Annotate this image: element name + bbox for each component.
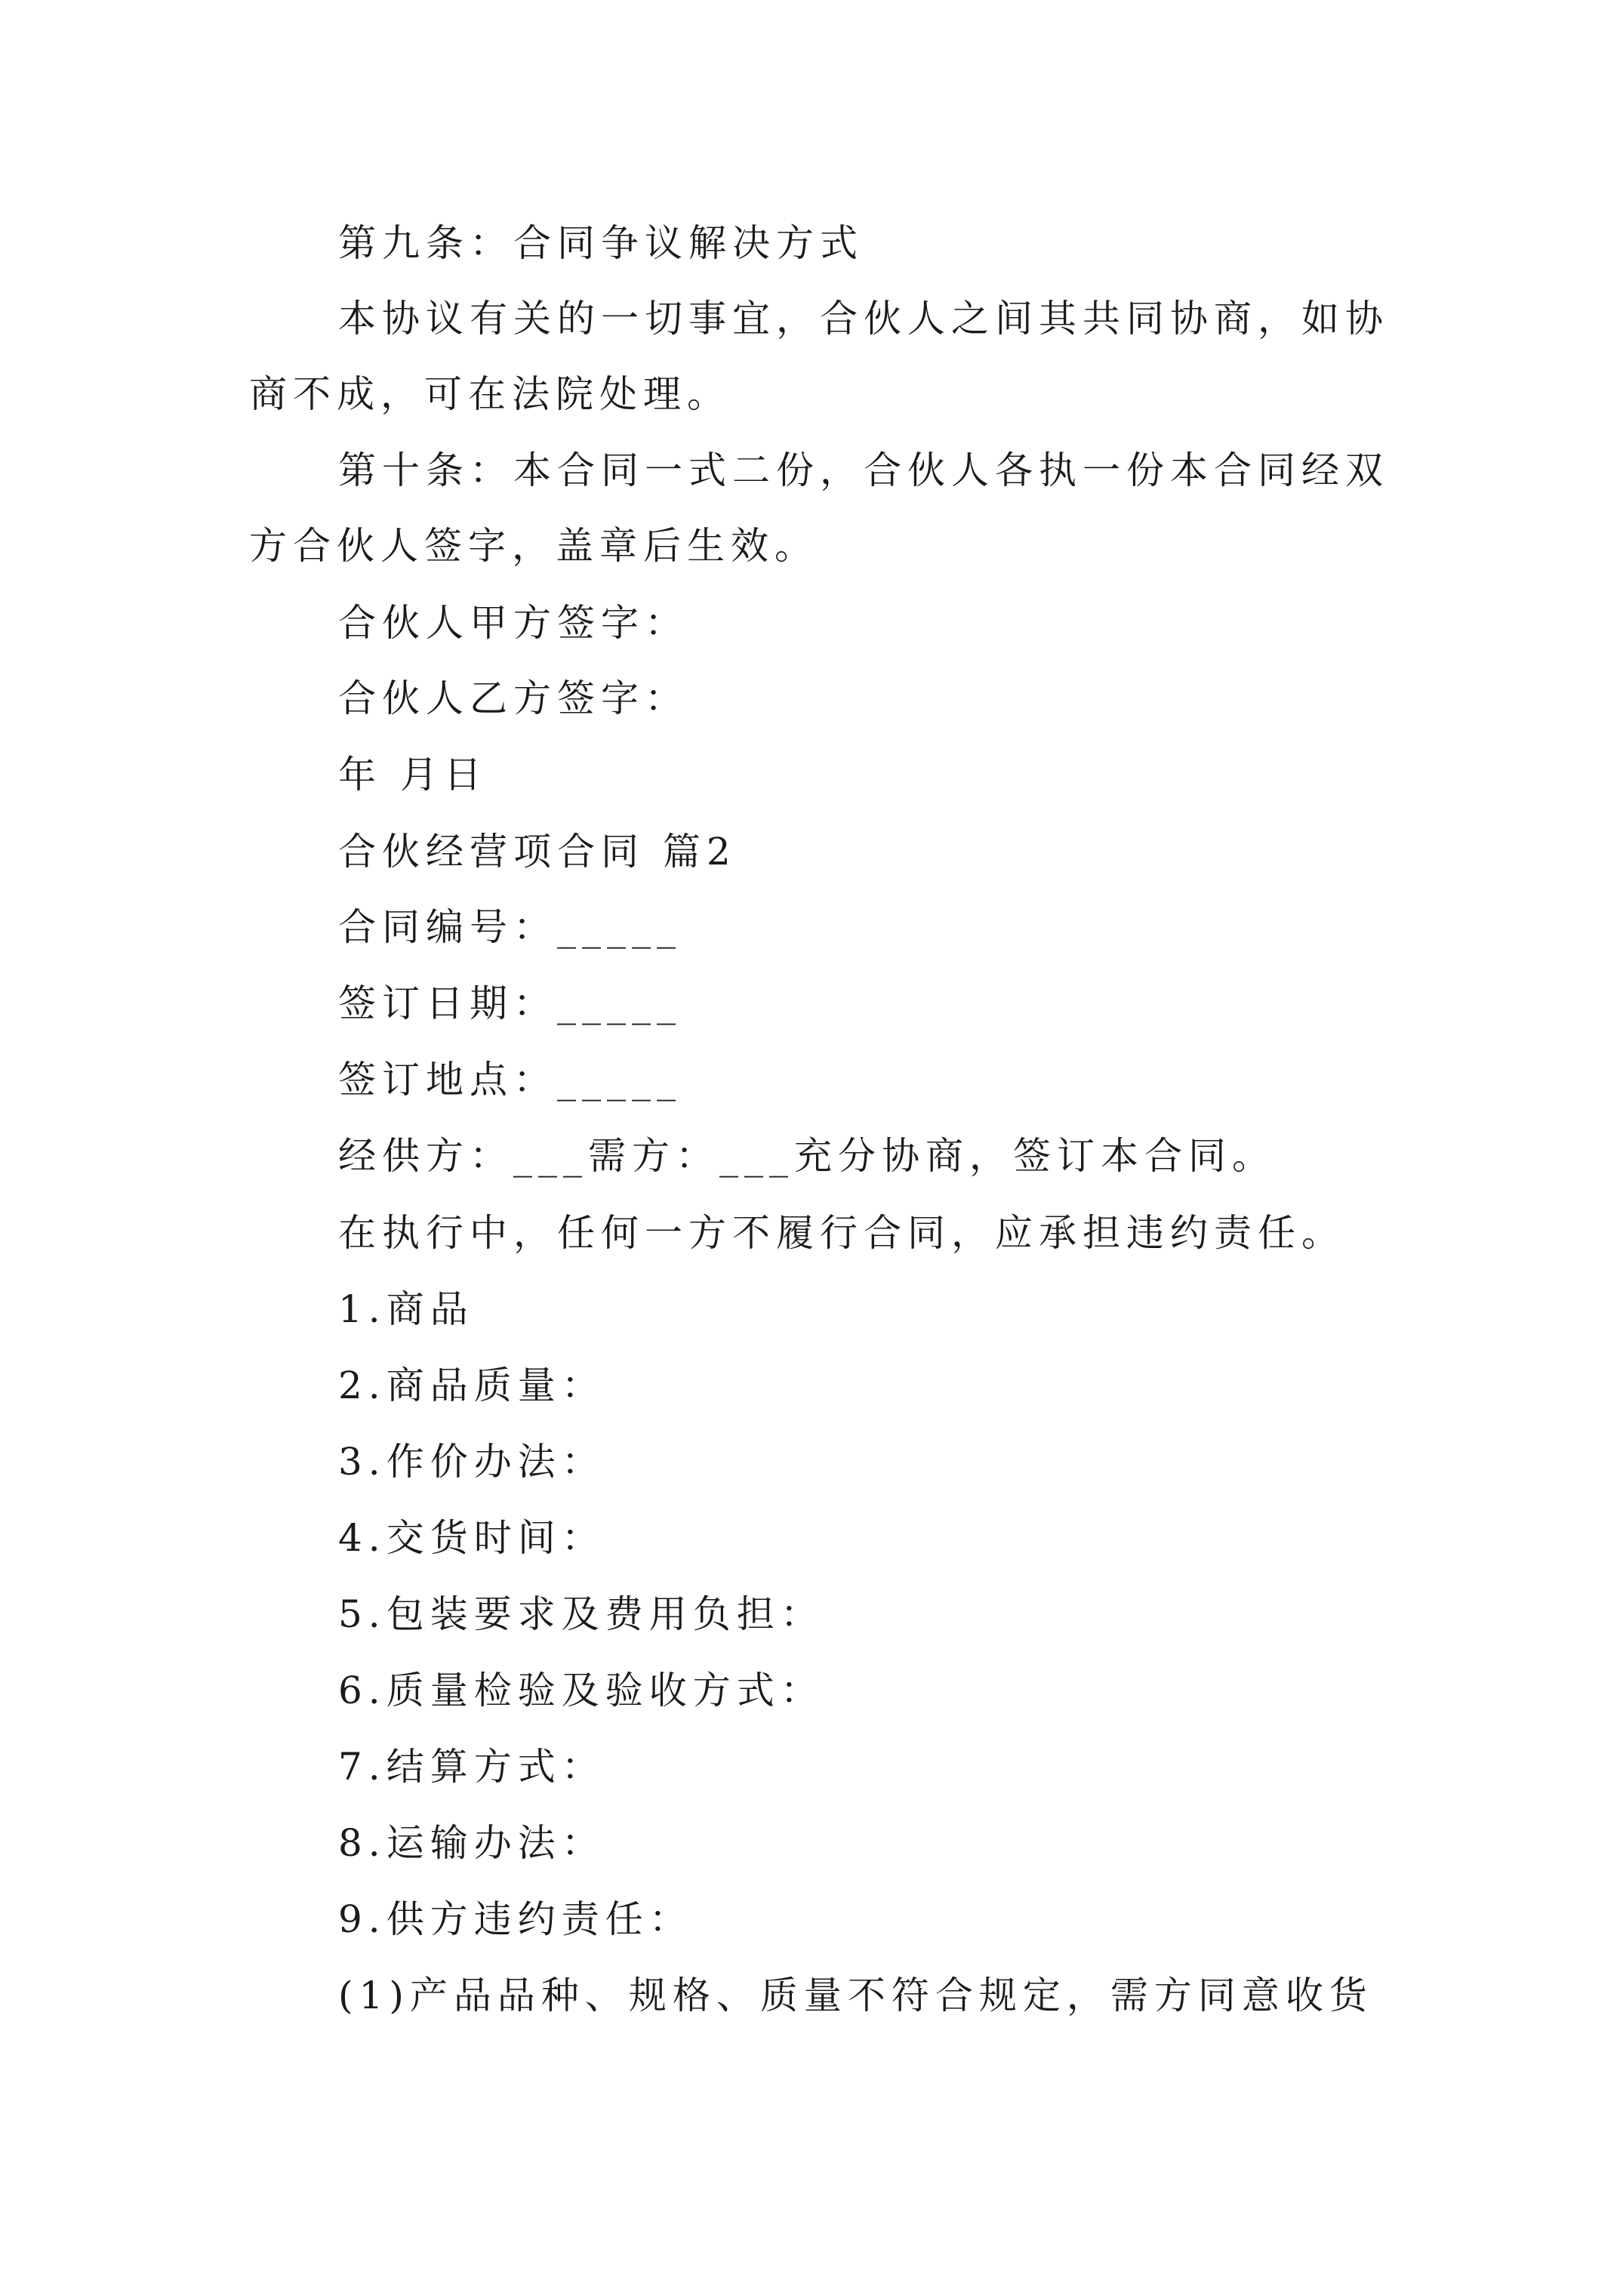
breach-liability-line: 在执行中，任何一方不履行合同，应承担违约责任。: [338, 1211, 1345, 1255]
list-item-supplier-liability: 9.供方违约责任：: [338, 1897, 693, 1941]
article-9-heading: 第九条：合同争议解决方式: [338, 221, 864, 265]
party-a-signature-line: 合伙人甲方签字：: [338, 601, 688, 645]
list-item-settlement: 7.结算方式：: [338, 1745, 605, 1789]
list-item-inspection: 6.质量检验及验收方式：: [338, 1669, 824, 1712]
date-line: 年 月日: [338, 753, 488, 797]
sub-item-1: (1)产品品种、规格、质量不符合规定，需方同意收货: [338, 1974, 1373, 2017]
list-item-pricing: 3.作价办法：: [338, 1440, 605, 1484]
article-9-text-line-2: 商不成，可在法院处理。: [249, 372, 731, 416]
list-item-delivery-time: 4.交货时间：: [338, 1516, 605, 1560]
signing-place-field: 签订地点：_____: [338, 1058, 682, 1102]
parties-agreement-line: 经供方：___需方：___充分协商，签订本合同。: [338, 1134, 1276, 1178]
contract-number-field: 合同编号：_____: [338, 905, 682, 949]
article-10-text-line-2: 方合伙人签字，盖章后生效。: [249, 524, 818, 568]
list-item-packaging: 5.包装要求及费用负担：: [338, 1592, 824, 1636]
list-item-goods: 1.商品: [338, 1287, 474, 1331]
article-9-text-line-1: 本协议有关的一切事宜，合伙人之间其共同协商，如协: [338, 297, 1389, 341]
contract-2-title: 合伙经营项合同 篇2: [338, 830, 737, 874]
signing-date-field: 签订日期：_____: [338, 982, 682, 1025]
list-item-transport: 8.运输办法：: [338, 1821, 605, 1865]
party-b-signature-line: 合伙人乙方签字：: [338, 676, 688, 720]
list-item-quality: 2.商品质量：: [338, 1364, 605, 1407]
article-10-text-line-1: 第十条：本合同一式二份，合伙人各执一份本合同经双: [338, 448, 1389, 492]
